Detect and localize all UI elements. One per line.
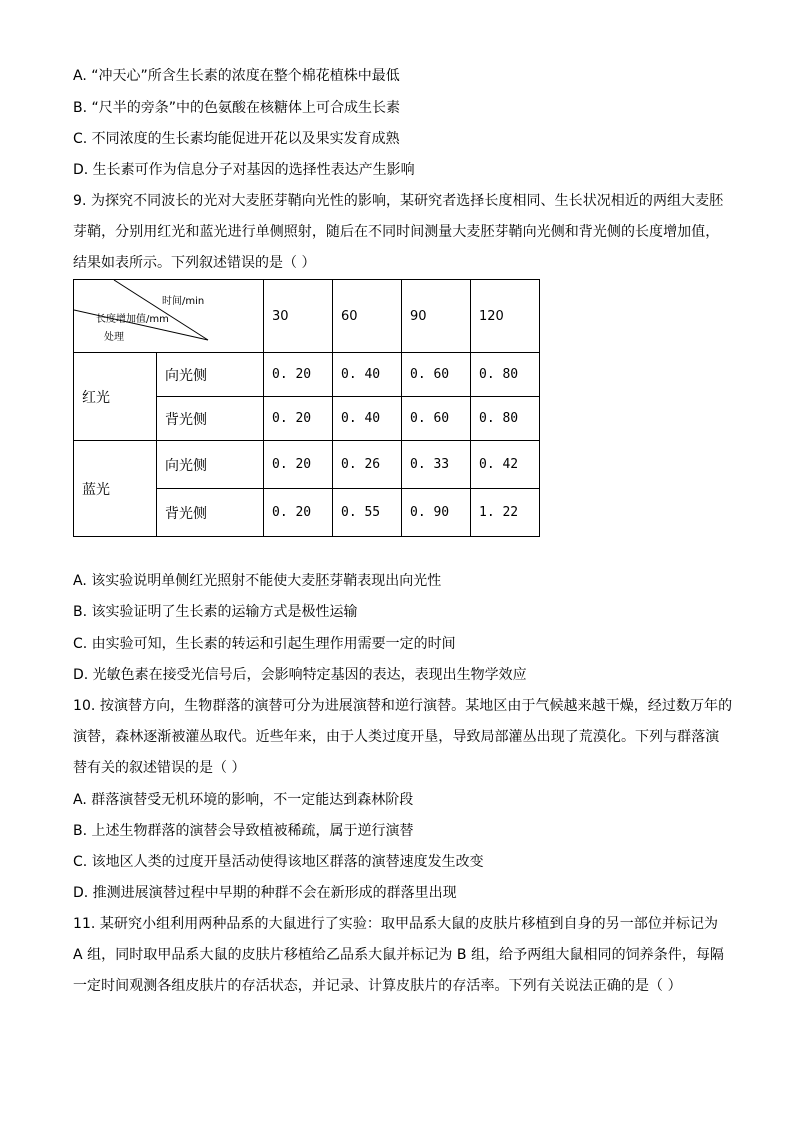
q11-stem-line-3: 一定时间观测各组皮肤片的存活状态，并记录、计算皮肤片的存活率。下列有关说法正确的是（ ） [73, 978, 682, 994]
column-header-time: 90 [402, 280, 471, 353]
row-label-side: 向光侧 [157, 353, 264, 397]
column-header-time: 60 [333, 280, 402, 353]
column-header-time: 120 [471, 280, 540, 353]
group-label-blue: 蓝光 [74, 441, 157, 537]
corner-label-treatment: 处理 [104, 332, 124, 343]
q10-stem-line-1: 10. 按演替方向，生物群落的演替可分为进展演替和逆行演替。某地区由于气候越来越干燥，经过数万年的 [73, 698, 733, 714]
row-label-side: 背光侧 [157, 489, 264, 537]
table-cell: 0. 20 [264, 441, 333, 489]
table-cell: 0. 20 [264, 489, 333, 537]
q9-stem-line-1: 9. 为探究不同波长的光对大麦胚芽鞘向光性的影响，某研究者选择长度相同、生长状况相近的两组大麦胚 [73, 193, 724, 209]
q8-option-d: D. 生长素可作为信息分子对基因的选择性表达产生影响 [73, 162, 415, 178]
q9-option-b: B. 该实验证明了生长素的运输方式是极性运输 [73, 604, 358, 620]
q9-option-c: C. 由实验可知，生长素的转运和引起生理作用需要一定的时间 [73, 636, 456, 652]
q9-stem-line-2: 芽鞘，分别用红光和蓝光进行单侧照射，随后在不同时间测量大麦胚芽鞘向光侧和背光侧的长度增加值， [73, 224, 720, 240]
q10-option-c: C. 该地区人类的过度开垦活动使得该地区群落的演替速度发生改变 [73, 854, 484, 870]
q9-stem-line-3: 结果如表所示。下列叙述错误的是（ ） [73, 255, 316, 271]
table-cell: 0. 80 [471, 353, 540, 397]
table-cell: 0. 40 [333, 353, 402, 397]
corner-label-time: 时间/min [162, 296, 205, 307]
q10-stem-line-3: 替有关的叙述错误的是（ ） [73, 760, 246, 776]
table-cell: 0. 20 [264, 353, 333, 397]
table-cell: 0. 40 [333, 397, 402, 441]
q9-data-table [73, 279, 540, 537]
corner-label-value: 长度增加值/mm [96, 314, 169, 325]
table-cell: 0. 33 [402, 441, 471, 489]
q8-option-c: C. 不同浓度的生长素均能促进开花以及果实发育成熟 [73, 131, 400, 147]
q10-stem-line-2: 演替，森林逐渐被灌丛取代。近些年来，由于人类过度开垦，导致局部灌丛出现了荒漠化。下列与群落演 [73, 729, 720, 745]
table-cell: 0. 60 [402, 353, 471, 397]
q10-option-a: A. 群落演替受无机环境的影响，不一定能达到森林阶段 [73, 792, 414, 808]
q9-option-d: D. 光敏色素在接受光信号后，会影响特定基因的表达，表现出生物学效应 [73, 667, 527, 683]
row-label-side: 向光侧 [157, 441, 264, 489]
q11-stem-line-1: 11. 某研究小组利用两种品系的大鼠进行了实验：取甲品系大鼠的皮肤片移植到自身的另一部位并标记为 [73, 916, 719, 932]
q8-option-b: B. “尺半的旁条”中的色氨酸在核糖体上可合成生长素 [73, 100, 401, 116]
table-row [74, 441, 540, 489]
table-cell: 0. 20 [264, 397, 333, 441]
table-corner-header [74, 280, 264, 353]
table-cell: 0. 90 [402, 489, 471, 537]
q8-option-a: A. “冲天心”所含生长素的浓度在整个棉花植株中最低 [73, 68, 400, 84]
table-cell: 0. 80 [471, 397, 540, 441]
table-row [74, 353, 540, 397]
row-label-side: 背光侧 [157, 397, 264, 441]
table-cell: 0. 55 [333, 489, 402, 537]
group-label-red: 红光 [74, 353, 157, 441]
q11-stem-line-2: A 组，同时取甲品系大鼠的皮肤片移植给乙品系大鼠并标记为 B 组，给予两组大鼠相同的饲养条件，每隔 [73, 947, 724, 963]
q10-option-d: D. 推测进展演替过程中早期的种群不会在新形成的群落里出现 [73, 885, 457, 901]
table-cell: 0. 26 [333, 441, 402, 489]
q10-option-b: B. 上述生物群落的演替会导致植被稀疏，属于逆行演替 [73, 823, 414, 839]
column-header-time: 30 [264, 280, 333, 353]
table-cell: 0. 42 [471, 441, 540, 489]
table-cell: 0. 60 [402, 397, 471, 441]
table-cell: 1. 22 [471, 489, 540, 537]
q9-option-a: A. 该实验说明单侧红光照射不能使大麦胚芽鞘表现出向光性 [73, 573, 442, 589]
